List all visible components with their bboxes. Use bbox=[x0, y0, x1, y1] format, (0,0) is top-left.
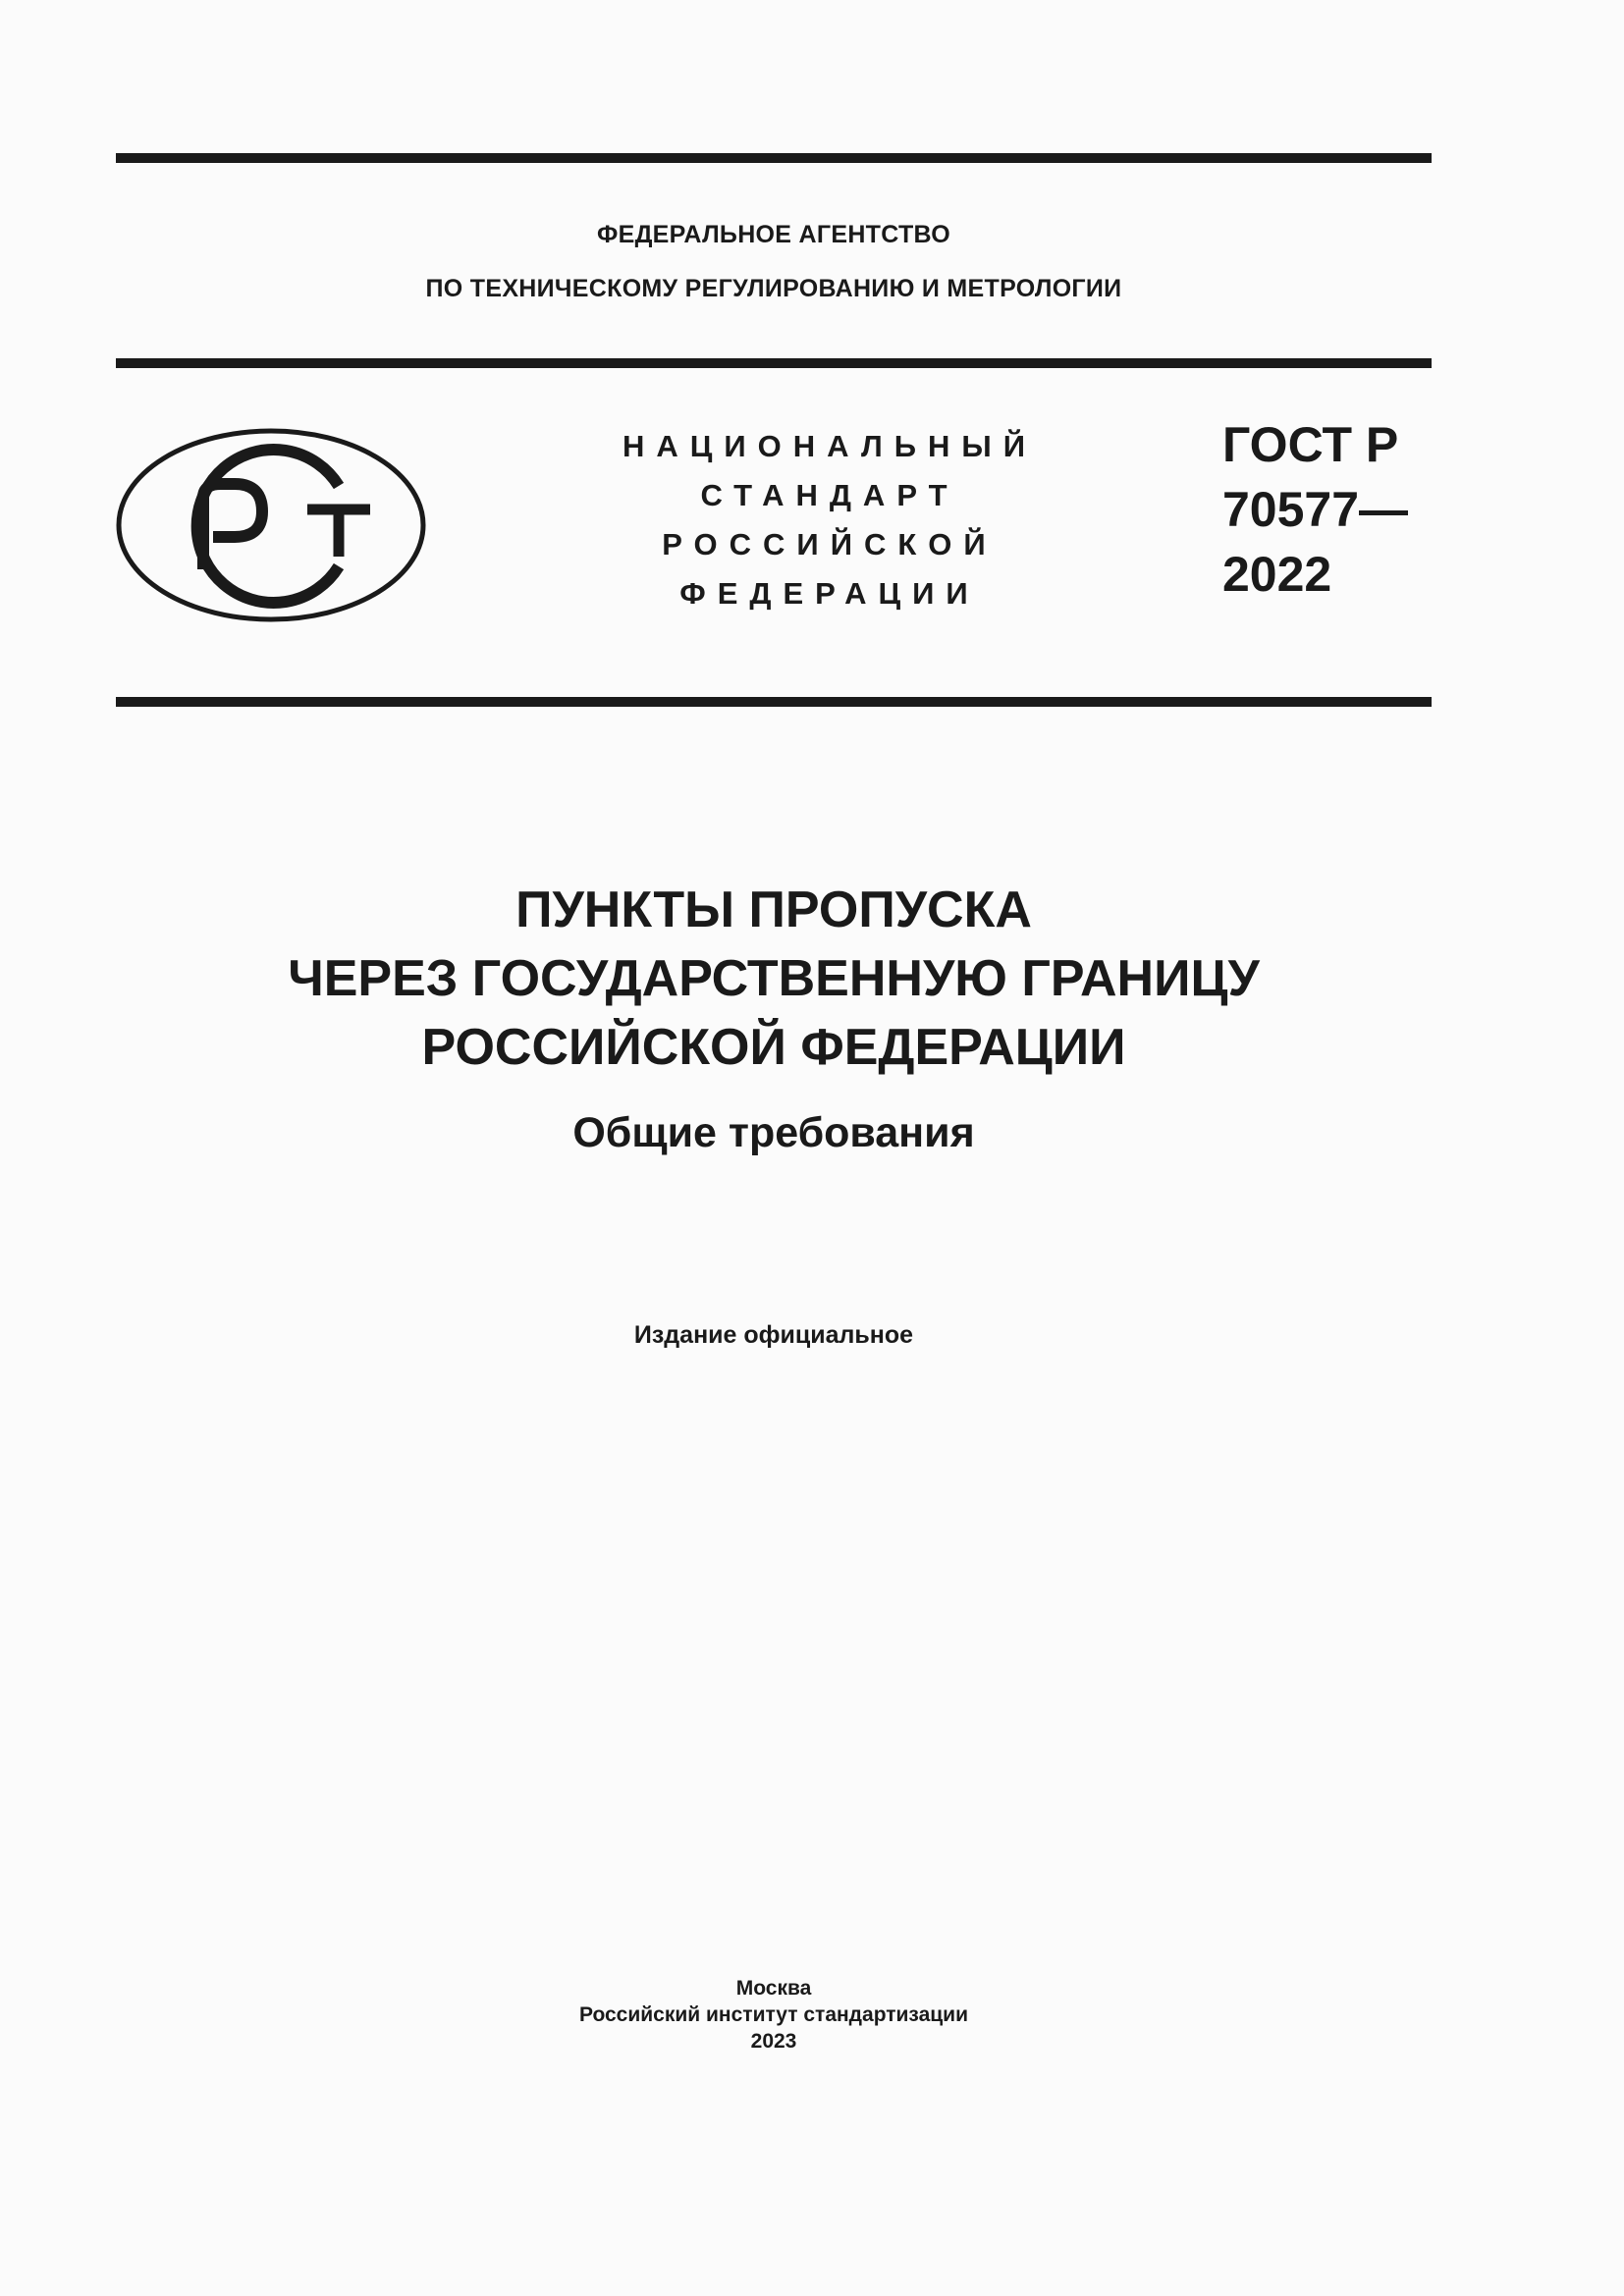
document-subtitle: Общие требования bbox=[572, 1109, 975, 1156]
agency-name-line2: ПО ТЕХНИЧЕСКОМУ РЕГУЛИРОВАНИЮ И МЕТРОЛОГИИ bbox=[425, 275, 1122, 302]
document-title bbox=[116, 876, 1432, 1082]
imprint-city: Москва bbox=[735, 1977, 812, 2000]
imprint-publisher: Российский институт стандартизации bbox=[578, 2003, 969, 2026]
national-standard-line: СТАНДАРТ bbox=[700, 478, 959, 512]
publisher-imprint bbox=[116, 1975, 1432, 2055]
agency-name-line1: ФЕДЕРАЛЬНОЕ АГЕНТСТВО bbox=[596, 221, 951, 248]
national-standard-label bbox=[550, 422, 1110, 618]
title-line: ПУНКТЫ ПРОПУСКА bbox=[515, 881, 1032, 938]
national-standard-line: ФЕДЕРАЦИИ bbox=[679, 576, 980, 611]
masthead-bottom-rule bbox=[116, 697, 1432, 707]
top-rule bbox=[116, 153, 1432, 163]
title-line: РОССИЙСКОЙ ФЕДЕРАЦИИ bbox=[421, 1019, 1126, 1076]
standard-designation bbox=[1222, 412, 1448, 607]
designation-number: 70577— bbox=[1222, 482, 1409, 537]
gost-r-certification-mark-icon bbox=[115, 427, 427, 623]
national-standard-line: НАЦИОНАЛЬНЫЙ bbox=[622, 429, 1038, 463]
designation-prefix: ГОСТ Р bbox=[1222, 417, 1399, 472]
designation-year: 2022 bbox=[1222, 547, 1332, 602]
national-standard-line: РОССИЙСКОЙ bbox=[662, 527, 998, 561]
edition-note: Издание официальное bbox=[633, 1321, 914, 1349]
title-line: ЧЕРЕЗ ГОСУДАРСТВЕННУЮ ГРАНИЦУ bbox=[288, 950, 1260, 1007]
header-rule bbox=[116, 358, 1432, 368]
imprint-year: 2023 bbox=[750, 2030, 797, 2053]
